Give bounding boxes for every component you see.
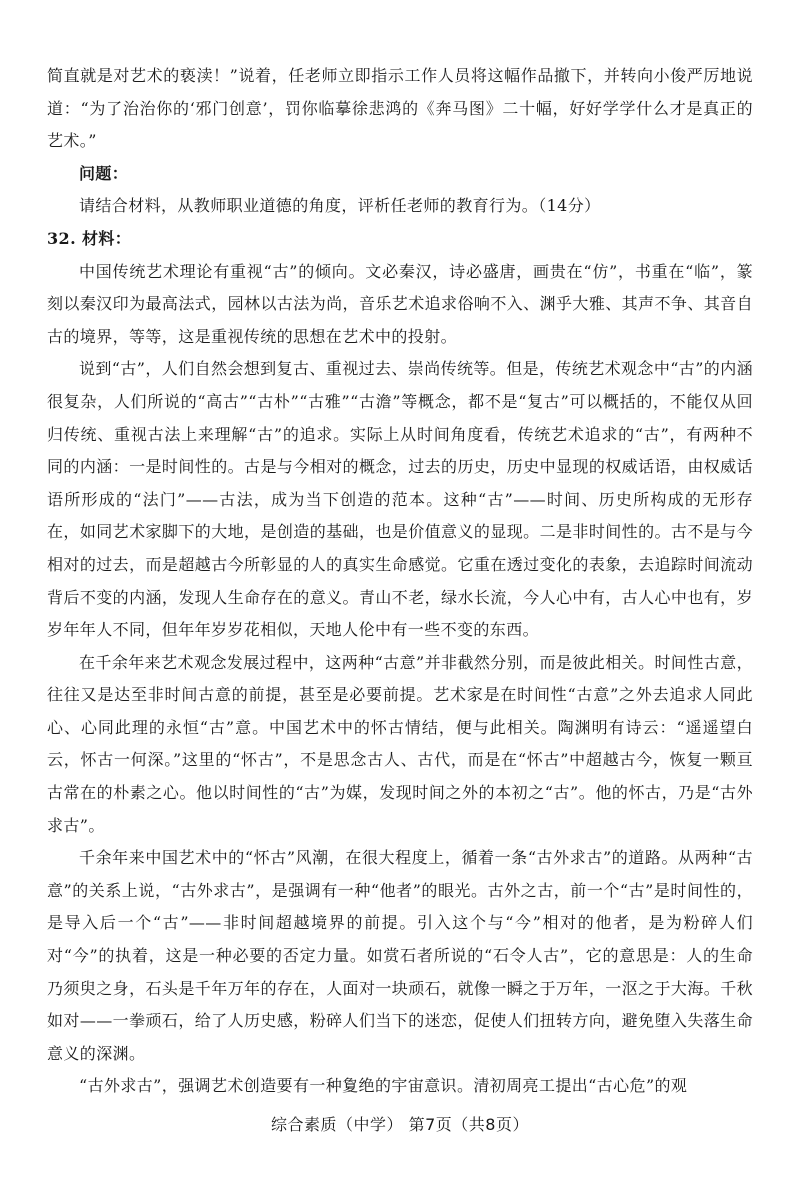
page-footer: 综合素质（中学） 第7页（共8页） xyxy=(271,1115,529,1134)
question-text: 请结合材料，从教师职业道德的角度，评析任老师的教育行为。（14分） xyxy=(79,196,601,216)
section-32-heading: 32. 材料： xyxy=(47,228,132,248)
page-content xyxy=(47,60,753,1103)
material-paragraph-2: 说到“古”，人们自然会想到复古、重视过去、崇尚传统等。但是，传统艺术观念中“古”的内涵很复杂，人们所说的“高古”“古朴”“古雅”“古澹”等概念，都不是“复古”可以概括的，不能仅从回归传统、重视古法上来理解“古”的追求。实际上从时间角度看，传统艺术追求的“古”，有两种不同的内涵：一是时间性的。古是与今相对的概念，过去的历史，历史中显现的权威话语，由权威话语所形成的“法门”——古法，成为当下创造的范本。这种“古”——时间、历史所构成的无形存在，如同艺术家脚下的大地，是创造的基础，也是价值意义的显现。二是非时间性的。古不是与今相对的过去，而是超越古今所彰显的人的真实生命感觉。它重在透过变化的表象，去追踪时间流动背后不变的内涵，发现人生命存在的意义。青山不老，绿水长流，今人心中有，古人心中也有，岁岁年年人不同，但年年岁岁花相似，天地人伦中有一些不变的东西。 xyxy=(47,359,753,640)
material-paragraph-4: 千余年来中国艺术中的“怀古”风潮，在很大程度上，循着一条“古外求古”的道路。从两种“古意”的关系上说，“古外求古”，是强调有一种“他者”的眼光。古外之古，前一个“古”是时间性的，是导入后一个“古”——非时间超越境界的前提。引入这个与“今”相对的他者，是为粉碎人们对“今”的执着，这是一种必要的否定力量。如赏石者所说的“石令人古”，它的意思是：人的生命乃须臾之身，石头是千年万年的存在，人面对一块顽石，就像一瞬之于万年，一沤之于大海。千秋如对——一拳顽石，给了人历史感，粉碎人们当下的迷恋，促使人们扭转方向，避免堕入失落生命意义的深渊。 xyxy=(47,848,753,1063)
material-paragraph-3: 在千余年来艺术观念发展过程中，这两种“古意”并非截然分别，而是彼此相关。时间性古意，往往又是达至非时间古意的前提，甚至是必要前提。艺术家是在时间性“古意”之外去追求人同此心、心同此理的永恒“古”意。中国艺术中的怀古情结，便与此相关。陶渊明有诗云：“遥遥望白云，怀古一何深。”这里的“怀古”，不是思念古人、古代，而是在“怀古”中超越古今，恢复一颗亘古常在的朴素之心。他以时间性的“古”为媒，发现时间之外的本初之“古”。他的怀古，乃是“古外求古”。 xyxy=(47,652,753,835)
material-paragraph-5: “古外求古”，强调艺术创造要有一种夐绝的宇宙意识。清初周亮工提出“古心危”的观 xyxy=(79,1076,688,1096)
intro-paragraph: 简直就是对艺术的亵渎！”说着，任老师立即指示工作人员将这幅作品撤下，并转向小俊严厉地说道：“为了治治你的‘邪门创意’，罚你临摹徐悲鸿的《奔马图》二十幅，好好学学什么才是真正的艺术。” xyxy=(47,66,753,151)
material-paragraph-1: 中国传统艺术理论有重视“古”的倾向。文必秦汉，诗必盛唐，画贵在“仿”，书重在“临”，篆刻以秦汉印为最高法式，园林以古法为尚，音乐艺术追求俗响不入、渊乎大雅、其声不争、其音自古的境界，等等，这是重视传统的思想在艺术中的投射。 xyxy=(47,261,753,346)
question-label: 问题： xyxy=(79,163,129,183)
